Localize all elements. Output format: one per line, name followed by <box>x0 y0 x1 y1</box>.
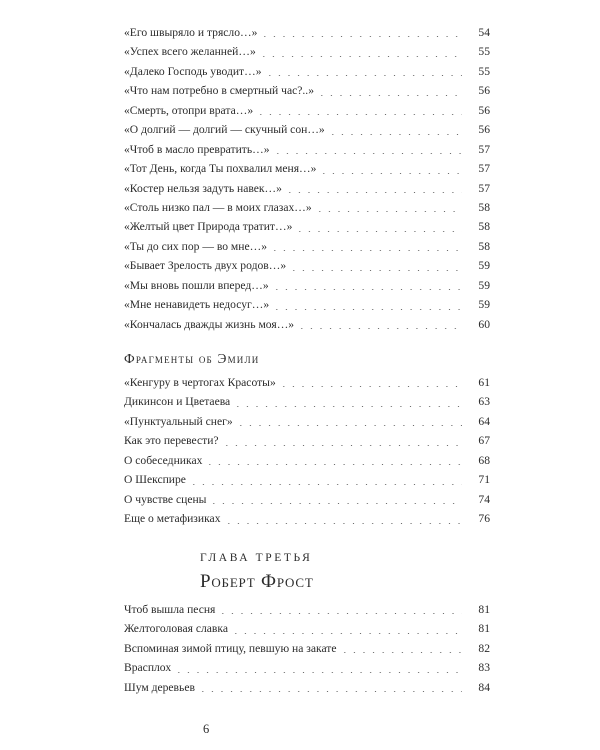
dot-leader <box>236 425 462 426</box>
toc-entry <box>124 412 490 431</box>
toc-entry-title: Врасплох <box>124 661 172 675</box>
toc-entry-page: 60 <box>478 317 490 331</box>
toc-entry-title: «Бывает Зрелость двух родов…» <box>124 259 287 273</box>
toc-entry-page: 74 <box>478 492 490 506</box>
dot-leader <box>256 114 462 115</box>
toc-entry-page: 55 <box>478 64 490 78</box>
toc-entry <box>124 42 490 61</box>
toc-list-fragments <box>124 373 490 529</box>
toc-entry-page: 56 <box>478 84 490 98</box>
toc-entry-page: 57 <box>478 162 490 176</box>
toc-entry-page: 67 <box>478 434 490 448</box>
toc-entry-title: «Костер нельзя задуть навек…» <box>124 181 282 195</box>
dot-leader <box>273 153 462 154</box>
toc-entry <box>124 237 490 256</box>
toc-entry-title: «Столь низко пал — в моих глазах…» <box>124 200 312 214</box>
dot-leader <box>328 134 462 135</box>
toc-entry-page: 58 <box>478 200 490 214</box>
toc-entry <box>124 509 490 528</box>
page-number: 6 <box>203 722 210 736</box>
toc-entry-title: Желтоголовая славка <box>124 622 228 636</box>
dot-leader <box>231 633 462 634</box>
toc-entry <box>124 120 490 139</box>
toc-entry <box>124 600 490 619</box>
toc-entry-title: Дикинсон и Цветаева <box>124 395 231 409</box>
toc-entry-page: 54 <box>478 26 490 39</box>
toc-entry-title: «Что нам потребно в смертный час?..» <box>124 84 314 98</box>
dot-leader <box>315 211 462 212</box>
toc-entry <box>124 159 490 178</box>
toc-entry-title: Шум деревьев <box>124 680 195 694</box>
toc-entry-title: Еще о метафизиках <box>124 512 221 526</box>
dot-leader <box>289 270 462 271</box>
toc-entry-page: 58 <box>478 239 490 253</box>
dot-leader <box>189 484 462 485</box>
toc-entry <box>124 470 490 489</box>
toc-entry-title: «Далеко Господь уводит…» <box>124 64 262 78</box>
toc-entry-title: «Кенгуру в чертогах Красоты» <box>124 376 276 389</box>
toc-entry-title: Вспоминая зимой птицу, певшую на закате <box>124 641 337 655</box>
toc-entry <box>124 315 490 334</box>
dot-leader <box>205 464 462 465</box>
dot-leader <box>233 406 462 407</box>
toc-entry-title: Чтоб вышла песня <box>124 603 216 616</box>
toc-entry-title: «Ты до сих пор — во мне…» <box>124 239 267 253</box>
toc-entry-page: 76 <box>478 512 490 526</box>
dot-leader <box>340 652 462 653</box>
toc-entry-title: «Успех всего желанней…» <box>124 45 256 59</box>
toc-entry-page: 56 <box>478 123 490 137</box>
toc-entry-title: «Его швыряло и трясло…» <box>124 26 258 39</box>
toc-entry-title: О Шекспире <box>124 473 186 487</box>
toc-entry-page: 59 <box>478 259 490 273</box>
toc-entry-page: 81 <box>478 603 490 616</box>
toc-entry <box>124 140 490 159</box>
toc-entry <box>124 23 490 42</box>
toc-entry <box>124 373 490 392</box>
toc-entry <box>124 490 490 509</box>
toc-entry-page: 56 <box>478 103 490 117</box>
toc-entry <box>124 639 490 658</box>
toc-entry-page: 59 <box>478 298 490 312</box>
dot-leader <box>260 36 462 37</box>
toc-entry-page: 57 <box>478 142 490 156</box>
toc-entry-title: О чувстве сцены <box>124 492 207 506</box>
toc-entry-title: «Мы вновь пошли вперед…» <box>124 278 269 292</box>
toc-entry-page: 81 <box>478 622 490 636</box>
toc-entry-title: «Желтый цвет Природа тратит…» <box>124 220 293 234</box>
dot-leader <box>272 309 462 310</box>
toc-entry <box>124 431 490 450</box>
toc-entry <box>124 179 490 198</box>
toc-entry-page: 55 <box>478 45 490 59</box>
dot-leader <box>295 231 462 232</box>
dot-leader <box>259 56 462 57</box>
toc-entry-title: «Чтоб в масло превратить…» <box>124 142 270 156</box>
dot-leader <box>174 672 462 673</box>
toc-entry-page: 64 <box>478 414 490 428</box>
toc-entry-title: «Мне ненавидеть недосуг…» <box>124 298 270 312</box>
dot-leader <box>270 250 462 251</box>
dot-leader <box>265 75 462 76</box>
toc-entry <box>124 62 490 81</box>
toc-entry <box>124 295 490 314</box>
toc-entry-page: 84 <box>478 680 490 694</box>
toc-entry-title: «Кончалась дважды жизнь моя…» <box>124 317 295 331</box>
chapter-title: Роберт Фрост <box>200 571 314 592</box>
dot-leader <box>317 95 462 96</box>
toc-entry <box>124 658 490 677</box>
toc-entry-page: 68 <box>478 453 490 467</box>
toc-entry <box>124 217 490 236</box>
toc-entry-title: «Тот День, когда Ты похвалил меня…» <box>124 162 317 176</box>
dot-leader <box>285 192 462 193</box>
toc-entry-title: «Пунктуальный снег» <box>124 414 233 428</box>
dot-leader <box>272 289 462 290</box>
dot-leader <box>218 613 462 614</box>
toc-entry <box>124 619 490 638</box>
toc-entry-page: 58 <box>478 220 490 234</box>
toc-entry-page: 83 <box>478 661 490 675</box>
toc-entry-page: 71 <box>478 473 490 487</box>
dot-leader <box>224 523 463 524</box>
toc-entry <box>124 276 490 295</box>
dot-leader <box>279 386 462 387</box>
toc-entry-title: «О долгий — долгий — скучный сон…» <box>124 123 325 137</box>
toc-entry <box>124 256 490 275</box>
dot-leader <box>209 503 462 504</box>
toc-entry-page: 59 <box>478 278 490 292</box>
toc-entry-title: О собеседниках <box>124 453 203 467</box>
toc-entry-page: 63 <box>478 395 490 409</box>
toc-entry-page: 57 <box>478 181 490 195</box>
toc-entry-page: 82 <box>478 641 490 655</box>
chapter-label: ГЛАВА ТРЕТЬЯ <box>200 552 313 564</box>
toc-entry <box>124 392 490 411</box>
toc-entry <box>124 101 490 120</box>
toc-list-poems <box>124 23 490 334</box>
toc-entry <box>124 451 490 470</box>
toc-entry <box>124 198 490 217</box>
section-heading-fragments: Фрагменты об Эмили <box>124 351 260 366</box>
toc-entry <box>124 81 490 100</box>
dot-leader <box>198 691 462 692</box>
toc-entry-page: 61 <box>478 376 490 389</box>
toc-entry-title: Как это перевести? <box>124 434 219 448</box>
dot-leader <box>319 173 462 174</box>
toc-entry <box>124 678 490 697</box>
toc-entry-title: «Смерть, отопри врата…» <box>124 103 254 117</box>
toc-list-frost <box>124 600 490 697</box>
dot-leader <box>222 445 462 446</box>
dot-leader <box>297 328 462 329</box>
